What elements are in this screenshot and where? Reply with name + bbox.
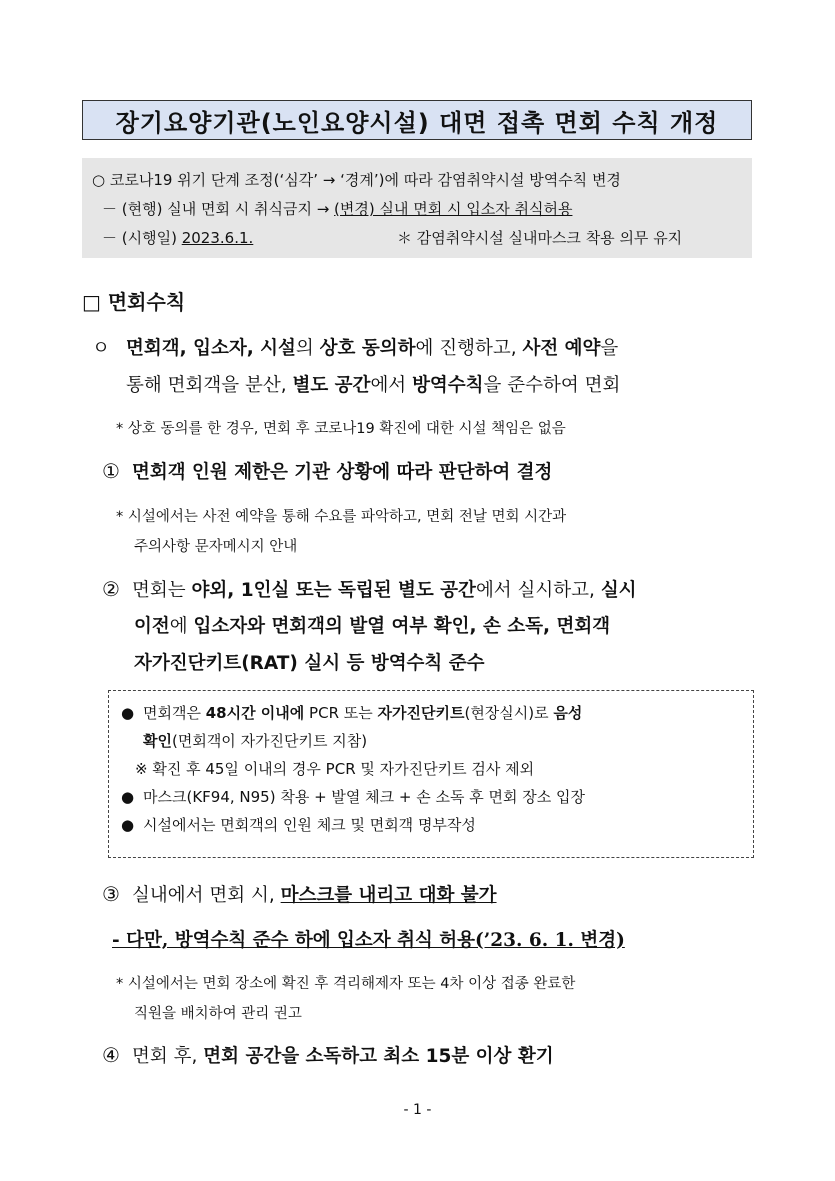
note-3-line-1: * 시설에서는 면회 장소에 확진 후 격리해제자 또는 4차 이상 접종 완료한 xyxy=(116,976,576,992)
notice-line-3 xyxy=(92,224,742,253)
item-4 xyxy=(102,1036,554,1076)
item-2-bold-2: 실시 xyxy=(600,580,637,601)
bullet-1-text-1: 면회객은 xyxy=(143,704,206,722)
note-1: * 상호 동의를 한 경우, 면회 후 코로나19 확진에 대한 시설 책임은 없음 xyxy=(116,421,566,437)
bullet-3 xyxy=(121,811,741,839)
bullet-1-text-2: PCR 또는 xyxy=(304,704,378,722)
bullet-reference-note: ※ 확진 후 45일 이내의 경우 PCR 및 자가진단키트 검사 제외 xyxy=(135,760,535,778)
p1-bold-1: 면회객, 입소자, 시설 xyxy=(126,338,296,359)
item-2-l2-bold-1: 이전 xyxy=(134,616,170,637)
p1-bold-2: 상호 동의하 xyxy=(319,338,416,359)
bullet-1-line-2 xyxy=(121,727,741,755)
item-2-line-2 xyxy=(134,608,610,646)
bullet-1-bold-2: 자가진단키트 xyxy=(377,704,465,722)
item-4-text-1: 면회 후, xyxy=(132,1046,204,1067)
paragraph-1-line-2 xyxy=(126,367,620,405)
item-2-l2-bold-2: 입소자와 면회객의 발열 여부 확인, 손 소독, 면회객 xyxy=(193,616,611,637)
item-3-sub xyxy=(112,922,625,960)
bullet-icon: ● xyxy=(121,816,135,834)
p1-l2-text-1: 통해 면회객을 분산, xyxy=(126,375,293,396)
p1-l2-bold-1: 별도 공간 xyxy=(292,375,371,396)
section-heading: □ 면회수칙 xyxy=(82,290,186,314)
bullet-1-text-3: (현장실시)로 xyxy=(464,704,554,722)
notice-mask-note: ＊ 감염취약시설 실내마스크 착용 의무 유지 xyxy=(397,229,683,247)
p1-l2-text-3: 을 준수하여 면회 xyxy=(483,375,621,396)
bullet-2 xyxy=(121,783,741,811)
item-2-line-1 xyxy=(102,570,637,610)
item-2-text-1: 면회는 xyxy=(132,580,192,601)
item-4-bold-1: 면회 공간을 소독하고 최소 15분 이상 환기 xyxy=(203,1046,554,1067)
item-1-number: ① xyxy=(102,459,120,483)
item-2-text-2: 에서 실시하고, xyxy=(475,580,601,601)
item-1 xyxy=(102,452,552,492)
bullet-3-text: 시설에서는 면회객의 인원 체크 및 면회객 명부작성 xyxy=(143,816,476,834)
bullet-1-line-1 xyxy=(121,699,741,727)
item-1-text: 면회객 인원 제한은 기관 상황에 따라 판단하여 결정 xyxy=(132,462,553,483)
item-2-l2-text-1: 에 xyxy=(169,616,194,637)
p1-l2-bold-2: 방역수칙 xyxy=(412,375,484,396)
note-2-line-1: * 시설에서는 사전 예약을 통해 수요를 파악하고, 면회 전날 면회 시간과 xyxy=(116,509,567,525)
paragraph-1-line-1 xyxy=(92,330,618,368)
notice-changed-rule: (변경) 실내 면회 시 입소자 취식허용 xyxy=(334,200,573,218)
item-3-number: ③ xyxy=(102,882,120,906)
note-3-line-2: 직원을 배치하여 관리 권고 xyxy=(134,1006,302,1022)
p1-bold-3: 사전 예약 xyxy=(522,338,601,359)
item-3 xyxy=(102,875,497,915)
bullet-icon: ● xyxy=(121,788,135,806)
paragraph-marker: ㅇ xyxy=(92,338,110,359)
notice-effective-label: － (시행일) xyxy=(102,229,182,247)
item-3-text-1: 실내에서 면회 시, xyxy=(132,885,281,906)
bullet-1-bold-3: 음성 xyxy=(553,704,583,722)
page-number: - 1 - xyxy=(403,1102,432,1118)
p1-text-1: 의 xyxy=(295,338,320,359)
bullet-1-l2-bold: 확인 xyxy=(143,732,172,750)
item-2-number: ② xyxy=(102,577,120,601)
bullet-box xyxy=(108,690,754,858)
title-text: 장기요양기관(노인요양시설) 대면 접촉 면회 수칙 개정 xyxy=(115,108,719,137)
bullet-2-text: 마스크(KF94, N95) 착용 + 발열 체크 + 손 소독 후 면회 장소 입장 xyxy=(143,788,585,806)
p1-l2-text-2: 에서 xyxy=(370,375,413,396)
item-2-l3-bold-1: 자가진단키트(RAT) 실시 등 방역수칙 준수 xyxy=(134,653,485,674)
item-2-bold-1: 야외, 1인실 또는 독립된 별도 공간 xyxy=(191,580,476,601)
notice-current-rule: － (현행) 실내 면회 시 취식금지 → xyxy=(102,200,335,218)
document-title xyxy=(82,100,752,140)
bullet-1-l2-text: (면회객이 자가진단키트 지참) xyxy=(171,732,368,750)
item-4-number: ④ xyxy=(102,1043,120,1067)
note-2-line-2: 주의사항 문자메시지 안내 xyxy=(134,539,298,555)
item-2-line-3 xyxy=(134,645,485,683)
notice-effective-date: 2023.6.1. xyxy=(181,229,254,247)
notice-line-2 xyxy=(92,195,742,224)
bullet-1-bold-1: 48시간 이내에 xyxy=(205,704,305,722)
item-3-underlined: 마스크를 내리고 대화 불가 xyxy=(280,885,497,906)
p1-text-2: 에 진행하고, xyxy=(415,338,523,359)
p1-text-3: 을 xyxy=(600,338,619,359)
item-3-sub-text: - 다만, 방역수칙 준수 하에 입소자 취식 허용(’23. 6. 1. 변경) xyxy=(112,930,625,951)
notice-box xyxy=(82,158,752,258)
notice-line-1: ○ 코로나19 위기 단계 조정(‘심각’ → ‘경계’)에 따라 감염취약시설 방역수칙 변경 xyxy=(92,171,621,189)
bullet-icon: ● xyxy=(121,704,135,722)
